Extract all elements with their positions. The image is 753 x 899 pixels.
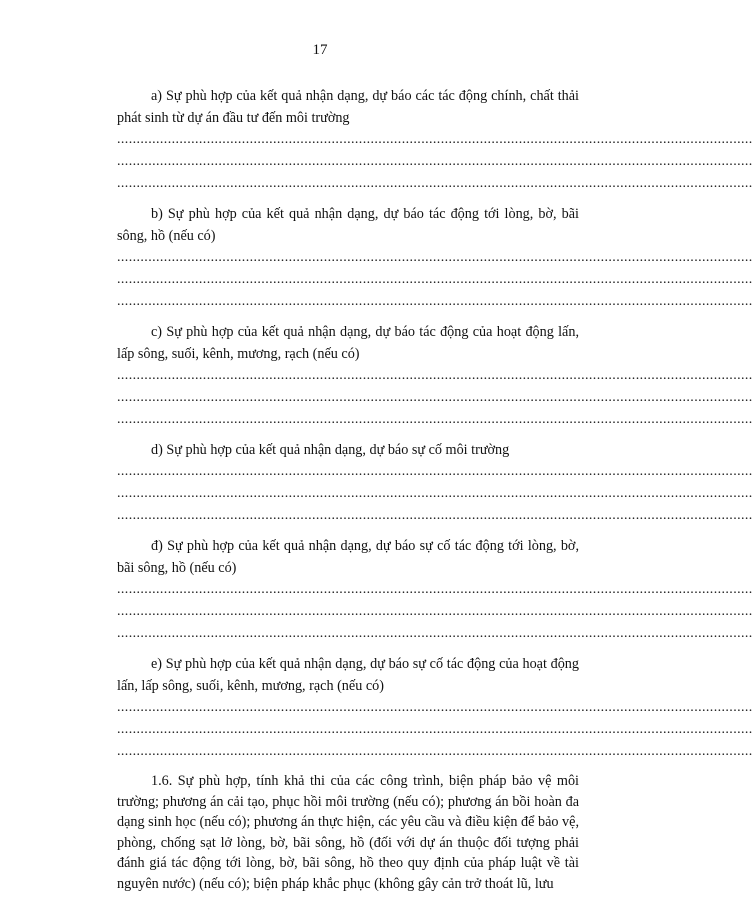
section-d xyxy=(117,439,753,527)
section-heading: c) Sự phù hợp của kết quả nhận dạng, dự báo tác động của hoạt động lấn, lấp sông, suối, kênh, mương, rạch (nếu có) xyxy=(117,324,579,362)
section-heading: e) Sự phù hợp của kết quả nhận dạng, dự báo sự cố tác động của hoạt động lấn, lấp sông, suối, kênh, mương, rạch (nếu có) xyxy=(117,656,579,694)
fill-line: ................................................................................................................................................................... xyxy=(117,154,753,169)
section-heading: b) Sự phù hợp của kết quả nhận dạng, dự báo tác động tới lòng, bờ, bãi sông, hồ (nếu có) xyxy=(117,206,579,244)
fill-line: ................................................................................................................................................................... xyxy=(117,368,753,383)
fill-line: ................................................................................................................................................................... xyxy=(117,412,753,427)
fill-line: ................................................................................................................................................................... xyxy=(117,176,753,191)
section-b xyxy=(117,203,753,313)
section-dd xyxy=(117,535,753,645)
document-body xyxy=(117,85,753,894)
page-number: 17 xyxy=(312,42,328,58)
section-heading: a) Sự phù hợp của kết quả nhận dạng, dự báo các tác động chính, chất thải phát sinh từ dự án đầu tư đến môi trường xyxy=(117,88,579,126)
fill-line: ................................................................................................................................................................... xyxy=(117,582,753,597)
section-a xyxy=(117,85,753,195)
fill-line: ................................................................................................................................................................... xyxy=(117,132,753,147)
fill-line: ................................................................................................................................................................... xyxy=(117,626,753,641)
fill-line: ................................................................................................................................................................... xyxy=(117,250,753,265)
fill-line: ................................................................................................................................................................... xyxy=(117,294,753,309)
section-e xyxy=(117,653,753,763)
fill-line: ................................................................................................................................................................... xyxy=(117,486,753,501)
fill-line: ................................................................................................................................................................... xyxy=(117,390,753,405)
section-heading: đ) Sự phù hợp của kết quả nhận dạng, dự báo sự cố tác động tới lòng, bờ, bãi sông, hồ (nếu có) xyxy=(117,538,579,576)
fill-line: ................................................................................................................................................................... xyxy=(117,604,753,619)
section-c xyxy=(117,321,753,431)
fill-line: ................................................................................................................................................................... xyxy=(117,722,753,737)
fill-line: ................................................................................................................................................................... xyxy=(117,272,753,287)
section-heading: d) Sự phù hợp của kết quả nhận dạng, dự báo sự cố môi trường xyxy=(151,442,510,458)
fill-line: ................................................................................................................................................................... xyxy=(117,508,753,523)
fill-line: ................................................................................................................................................................... xyxy=(117,744,753,759)
fill-line: ................................................................................................................................................................... xyxy=(117,464,753,479)
section-1-6-paragraph: 1.6. Sự phù hợp, tính khả thi của các công trình, biện pháp bảo vệ môi trường; phương án cải tạo, phục hồi môi trường (nếu có); phương án bồi hoàn đa dạng sinh học (nếu có); phương án thực hiện, các yêu cầu và điều kiện để bảo vệ, phòng, chống sạt lở lòng, bờ, bãi sông, hồ (đối với dự án thuộc đối tượng phải đánh giá tác động tới lòng, bờ, bãi sông, hồ theo quy định của pháp luật về tài nguyên nước) (nếu có); biện pháp khắc phục (không gây cản trở thoát lũ, lưu xyxy=(117,773,579,892)
fill-line: ................................................................................................................................................................... xyxy=(117,700,753,715)
